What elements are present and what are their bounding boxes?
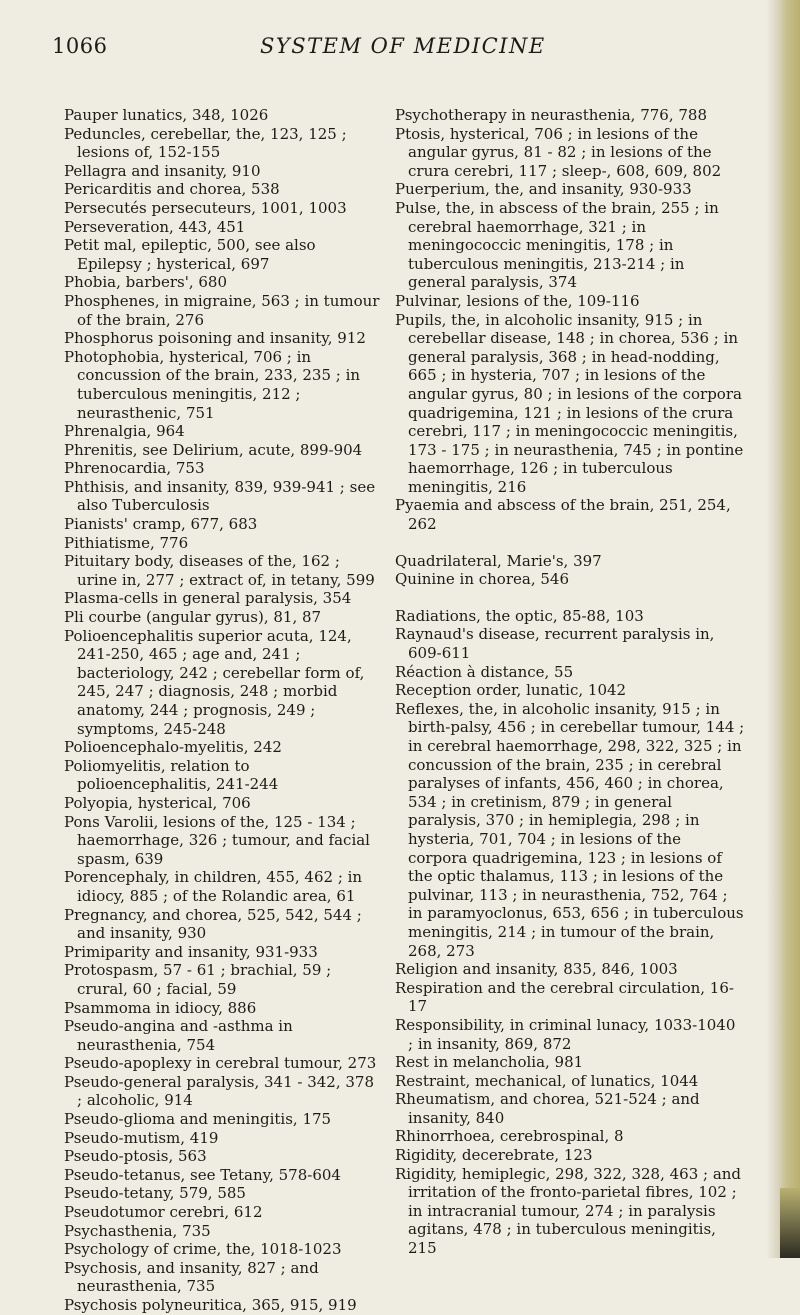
index-entry: Reflexes, the, in alcoholic insanity, 915 ; in birth-palsy, 456 ; in cerebellar tumour, 144 ; in cerebral haemorrhage, 298, 322, 325 ; in concussion of the brain, 235 ; in cerebral paralyses of infants, 456, 460 ; in chorea, 534 ; in cretinism, 879 ; in general paralysis, 370 ; in hemiplegia, 298 ; in hysteria, 701, 704 ; in lesions of the corpora quadrigemina, 123 ; in lesions of the optic thalamus, 113 ; in lesions of the pulvinar, 113 ; in neurasthenia, 752, 764 ; in paramyoclonus, 653, 656 ; in tuberculous meningitis, 214 ; in tumour of the brain, 268, 273 <box>395 699 745 960</box>
index-entry: Pregnancy, and chorea, 525, 542, 544 ; and insanity, 930 <box>64 905 362 943</box>
index-entry: Pellagra and insanity, 910 <box>64 161 261 180</box>
index-entry: Pseudo-apoplexy in cerebral tumour, 273 <box>64 1054 377 1073</box>
index-entry: Polioencephalitis superior acuta, 124, 241-250, 465 ; age and, 241 ; bacteriology, 242 ; cerebellar form of, 245, 247 ; diagnosis, 248 ; morbid anatomy, 244 ; prognosis, 249 ; symptoms, 245-248 <box>64 626 365 738</box>
index-entry: Pseudo-ptosis, 563 <box>64 1147 207 1166</box>
index-entry: Pauper lunatics, 348, 1026 <box>64 106 269 124</box>
index-entry: Pons Varolii, lesions of the, 125 - 134 ; haemorrhage, 326 ; tumour, and facial spasm, 639 <box>64 812 370 868</box>
index-entry: Pseudo-general paralysis, 341 - 342, 378 ; alcoholic, 914 <box>64 1072 375 1110</box>
index-entry: Persecutés persecuteurs, 1001, 1003 <box>64 198 347 217</box>
index-entry: Pseudo-mutism, 419 <box>64 1128 219 1147</box>
index-entry: Pseudo-tetanus, see Tetany, 578-604 <box>64 1165 341 1184</box>
index-entry: Psychosis polyneuritica, 365, 915, 919 <box>64 1296 357 1314</box>
index-entry: Réaction à distance, 55 <box>395 662 574 681</box>
index-entry: Puerperium, the, and insanity, 930-933 <box>395 180 692 199</box>
index-entry: Responsibility, in criminal lunacy, 1033-1040 ; in insanity, 869, 872 <box>395 1015 736 1053</box>
index-entry: Quadrilateral, Marie's, 397 <box>395 551 602 570</box>
index-entry: Phthisis, and insanity, 839, 939-941 ; see also Tuberculosis <box>64 477 376 515</box>
index-entry: Raynaud's disease, recurrent paralysis in, 609-611 <box>395 625 715 663</box>
index-entry: Phrenalgia, 964 <box>64 422 185 441</box>
index-entry: Psychotherapy in neurasthenia, 776, 788 <box>395 106 708 124</box>
index-entry: Psychasthenia, 735 <box>64 1221 211 1240</box>
index-entry: Reception order, lunatic, 1042 <box>395 681 627 700</box>
index-entry: Phosphorus poisoning and insanity, 912 <box>64 329 366 348</box>
index-entry: Radiations, the optic, 85-88, 103 <box>395 606 644 625</box>
index-entry: Polyopia, hysterical, 706 <box>64 793 251 812</box>
index-entry: Pianists' cramp, 677, 683 <box>64 515 258 534</box>
index-entry: Pulse, the, in abscess of the brain, 255 ; in cerebral haemorrhage, 321 ; in meningococcic meningitis, 178 ; in tuberculous meningitis, 213-214 ; in general paralysis, 374 <box>395 198 719 292</box>
index-entry: Pericarditis and chorea, 538 <box>64 180 280 199</box>
index-entry: Quinine in chorea, 546 <box>395 570 569 589</box>
index-entry: Psychology of crime, the, 1018-1023 <box>64 1240 342 1259</box>
index-entry: Pseudo-tetany, 579, 585 <box>64 1184 246 1203</box>
index-entry: Pli courbe (angular gyrus), 81, 87 <box>64 608 322 627</box>
index-entry: Porencephaly, in children, 455, 462 ; in idiocy, 885 ; of the Rolandic area, 61 <box>64 868 363 905</box>
index-entry: Pituitary body, diseases of the, 162 ; urine in, 277 ; extract of, in tetany, 599 <box>64 552 375 589</box>
index-entry: Phosphenes, in migraine, 563 ; in tumour of the brain, 276 <box>64 291 380 329</box>
index-column-left <box>64 106 382 1315</box>
index-entry: Pithiatisme, 776 <box>64 533 189 552</box>
index-entry: Rheumatism, and chorea, 521-524 ; and insanity, 840 <box>395 1090 700 1127</box>
page-edge <box>766 0 800 1258</box>
index-entry: Pseudo-angina and -asthma in neurasthenia, 754 <box>64 1017 293 1054</box>
index-entry: Respiration and the cerebral circulation, 16-17 <box>395 978 734 1016</box>
index-entry: Peduncles, cerebellar, the, 123, 125 ; lesions of, 152-155 <box>64 124 347 162</box>
index-entry: Petit mal, epileptic, 500, see also Epilepsy ; hysterical, 697 <box>64 236 316 273</box>
index-entry: Pseudotumor cerebri, 612 <box>64 1203 263 1222</box>
index-entry: Pyaemia and abscess of the brain, 251, 254, 262 <box>395 496 731 534</box>
index-entry: Phrenitis, see Delirium, acute, 899-904 <box>64 440 363 459</box>
index-entry: Phrenocardia, 753 <box>64 459 205 478</box>
index-entry: Restraint, mechanical, of lunatics, 1044 <box>395 1071 699 1090</box>
index-entry: Polioencephalo-myelitis, 242 <box>64 738 282 757</box>
index-entry: Rigidity, hemiplegic, 298, 322, 328, 463 ; and irritation of the fronto-parietal fibres, 102 ; in intracranial tumour, 274 ; in paralysis agitans, 478 ; in tuberculous meningitis, 215 <box>395 1164 742 1258</box>
index-entry: Phobia, barbers', 680 <box>64 273 228 292</box>
page-header <box>52 34 742 64</box>
index-entry: Pupils, the, in alcoholic insanity, 915 ; in cerebellar disease, 148 ; in chorea, 536 ; in general paralysis, 368 ; in head-nodding, 665 ; in hysteria, 707 ; in lesions of the angular gyrus, 80 ; in lesions of the corpora quadrigemina, 121 ; in lesions of the crura cerebri, 117 ; in meningococcic meningitis, 173 - 175 ; in neurasthenia, 745 ; in pontine haemorrhage, 126 ; in tuberculous meningitis, 216 <box>395 310 744 496</box>
index-entry: Pseudo-glioma and meningitis, 175 <box>64 1110 332 1129</box>
index-entry: Psychosis, and insanity, 827 ; and neurasthenia, 735 <box>64 1258 319 1296</box>
index-entry: Ptosis, hysterical, 706 ; in lesions of the angular gyrus, 81 - 82 ; in lesions of the crura cerebri, 117 ; sleep-, 608, 609, 802 <box>395 124 722 180</box>
index-entry: Religion and insanity, 835, 846, 1003 <box>395 960 678 979</box>
index-entry: Plasma-cells in general paralysis, 354 <box>64 589 352 608</box>
page-number: 1066 <box>52 34 108 58</box>
index-entry: Rhinorrhoea, cerebrospinal, 8 <box>395 1127 624 1146</box>
index-entry: Perseveration, 443, 451 <box>64 217 246 236</box>
index-entry: Rest in melancholia, 981 <box>395 1053 584 1072</box>
index-entry: Pulvinar, lesions of the, 109-116 <box>395 291 640 310</box>
index-entry: Poliomyelitis, relation to polioencephalitis, 241-244 <box>64 756 279 794</box>
index-entry: Photophobia, hysterical, 706 ; in concussion of the brain, 233, 235 ; in tuberculous meningitis, 212 ; neurasthenic, 751 <box>64 347 361 422</box>
index-entry: Psammoma in idiocy, 886 <box>64 998 257 1017</box>
running-title: SYSTEM OF MEDICINE <box>260 34 546 58</box>
index-entry: Primiparity and insanity, 931-933 <box>64 942 318 961</box>
index-entry: Protospasm, 57 - 61 ; brachial, 59 ; crural, 60 ; facial, 59 <box>64 961 332 998</box>
index-entry: Rigidity, decerebrate, 123 <box>395 1146 593 1165</box>
index-column-right <box>395 106 745 1258</box>
